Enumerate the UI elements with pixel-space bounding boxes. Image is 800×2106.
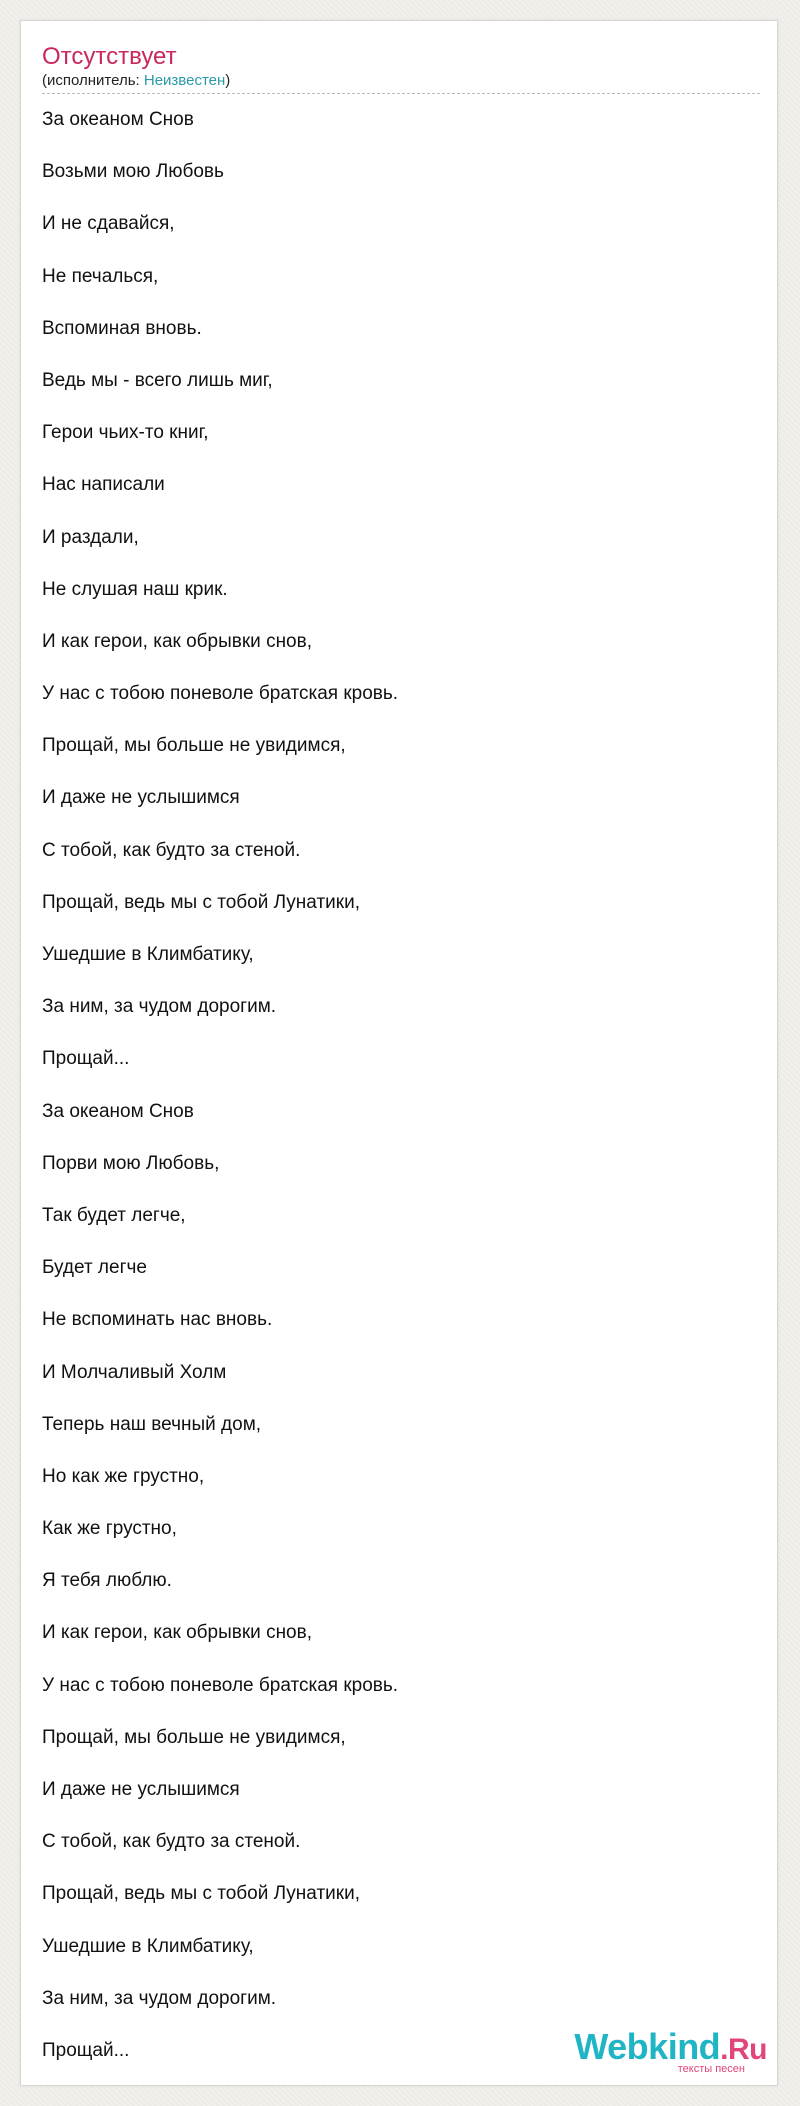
artist-line bbox=[42, 72, 230, 90]
lyric-line: Прощай... bbox=[42, 2039, 130, 2061]
song-title: Отсутствует bbox=[42, 43, 177, 70]
lyric-line: И не сдавайся, bbox=[42, 213, 175, 235]
lyric-line: Ушедшие в Климбатику, bbox=[42, 944, 254, 965]
logo-main-text: Webkind bbox=[574, 2026, 721, 2067]
lyric-line: Нас написали bbox=[42, 474, 165, 496]
lyric-line: За ним, за чудом дорогим. bbox=[42, 996, 277, 1018]
site-logo[interactable] bbox=[553, 2027, 767, 2077]
lyric-line: Ушедшие в Климбатику, bbox=[42, 1935, 254, 1957]
lyric-line: И как герои, как обрывки снов, bbox=[42, 1622, 312, 1644]
lyric-line: За ним, за чудом дорогим. bbox=[42, 1987, 277, 2009]
header-divider bbox=[42, 93, 760, 94]
lyric-line: Будет легче bbox=[42, 1257, 147, 1279]
lyric-line: Герои чьих-то книг, bbox=[42, 422, 209, 444]
lyric-line: Теперь наш вечный дом, bbox=[42, 1413, 262, 1435]
lyric-line: Прощай, мы больше не увидимся, bbox=[42, 1726, 346, 1748]
lyric-line: Не вспоминать нас вновь. bbox=[42, 1309, 273, 1331]
lyric-line: И даже не услышимся bbox=[42, 1779, 240, 1800]
lyric-line: Порви мою Любовь, bbox=[42, 1152, 220, 1174]
lyric-line: Прощай, мы больше не увидимся, bbox=[42, 735, 346, 757]
lyric-line: Так будет легче, bbox=[42, 1204, 186, 1226]
lyric-line: С тобой, как будто за стеной. bbox=[42, 1831, 301, 1853]
lyric-line: Но как же грустно, bbox=[42, 1465, 205, 1487]
lyric-line: У нас с тобою поневоле братская кровь. bbox=[42, 1674, 399, 1696]
lyric-line: Ведь мы - всего лишь миг, bbox=[42, 369, 273, 391]
lyric-line: Возьми мою Любовь bbox=[42, 161, 224, 183]
lyric-line: Не слушая наш крик. bbox=[42, 578, 228, 600]
lyric-line: Вспоминая вновь. bbox=[42, 317, 202, 339]
lyric-line: Как же грустно, bbox=[42, 1518, 177, 1540]
lyric-line: И даже не услышимся bbox=[42, 787, 240, 809]
lyric-line: Я тебя люблю. bbox=[42, 1570, 172, 1592]
lyric-line: Прощай... bbox=[42, 1048, 130, 1070]
artist-suffix: ) bbox=[225, 72, 231, 89]
logo-tld-text: .Ru bbox=[720, 2033, 767, 2066]
lyrics-list bbox=[42, 108, 760, 2091]
lyric-line: И Молчаливый Холм bbox=[42, 1361, 227, 1383]
lyric-line: Прощай, ведь мы с тобой Лунатики, bbox=[42, 1883, 360, 1905]
lyric-line: У нас с тобою поневоле братская кровь. bbox=[42, 683, 399, 705]
artist-link[interactable]: Неизвестен bbox=[143, 72, 226, 89]
lyric-line: Прощай, ведь мы с тобой Лунатики, bbox=[42, 891, 360, 913]
artist-prefix: (исполнитель: bbox=[42, 72, 144, 89]
lyrics-card bbox=[20, 20, 778, 2086]
lyric-line: И раздали, bbox=[42, 526, 139, 548]
lyric-line: За океаном Снов bbox=[42, 1100, 194, 1122]
lyric-line: И как герои, как обрывки снов, bbox=[42, 630, 312, 652]
lyric-line: Не печалься, bbox=[42, 265, 159, 287]
lyric-line: С тобой, как будто за стеной. bbox=[42, 839, 301, 861]
lyric-line: За океаном Снов bbox=[42, 109, 194, 130]
logo-tagline: тексты песен bbox=[677, 2063, 745, 2075]
